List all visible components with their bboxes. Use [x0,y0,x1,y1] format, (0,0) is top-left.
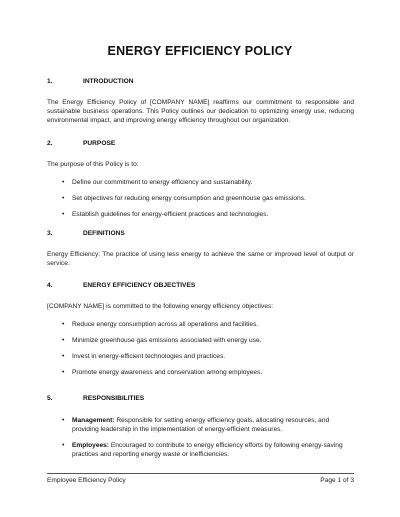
purpose-lead: The purpose of this Policy is to: [47,161,139,168]
list-item [62,352,354,361]
section-title: PURPOSE [83,140,116,147]
bullet-icon: • [62,211,65,218]
list-item-text: Reduce energy consumption across all operations and facilities. [72,321,259,328]
section-heading-introduction [47,78,134,85]
list-item [62,210,354,219]
bullet-icon: • [62,442,65,449]
list-item-text [72,416,354,434]
list-item [62,320,354,329]
bullet-icon: • [62,195,65,202]
list-item [62,416,354,434]
section-title: RESPONSIBILITIES [83,395,145,402]
section-title: ENERGY EFFICIENCY OBJECTIVES [83,282,196,289]
list-item-text: Define our commitment to energy efficiency and sustainability. [72,179,253,186]
footer-document-name: Employee Efficiency Policy [47,477,126,484]
footer-divider [47,473,354,474]
list-item-text: Establish guidelines for energy-efficient practices and technologies. [72,211,269,218]
bullet-icon: • [62,179,65,186]
list-item [62,441,354,459]
objectives-lead: [COMPANY NAME] is committed to the following energy efficiency objectives: [47,303,274,310]
section-title: DEFINITIONS [83,230,125,237]
section-heading-objectives [47,282,195,289]
list-item-text: Minimize greenhouse gas emissions associated with energy use. [72,337,262,344]
section-number: 1. [47,78,53,85]
list-item-text: Promote energy awareness and conservation among employees. [72,369,263,376]
list-item-text [72,441,354,459]
definition-paragraph: Energy Efficiency: The practice of using less energy to achieve the same or improved level of output or service. [47,251,354,267]
bullet-icon: • [62,417,65,424]
section-heading-responsibilities [47,395,144,402]
section-number: 4. [47,282,53,289]
responsibility-term: Employees: [72,442,110,449]
responsibility-description: Responsible for setting energy efficiency goals, allocating resources, and providing leadership in the implementation of energy-efficient measures. [72,417,330,433]
section-heading-purpose [47,140,115,147]
bullet-icon: • [62,353,65,360]
bullet-icon: • [62,321,65,328]
footer-page-number: Page 1 of 3 [320,477,354,484]
bullet-icon: • [62,337,65,344]
document-title: ENERGY EFFICIENCY POLICY [107,44,293,58]
list-item-text: Set objectives for reducing energy consumption and greenhouse gas emissions. [72,195,306,202]
list-item-text: Invest in energy-efficient technologies and practices. [72,353,226,360]
list-item [62,336,354,345]
bullet-icon: • [62,369,65,376]
list-item [62,194,354,203]
list-item [62,368,354,377]
section-heading-definitions [47,230,125,237]
list-item [62,178,354,187]
section-number: 5. [47,395,53,402]
section-number: 3. [47,230,53,237]
responsibility-term: Management: [72,417,115,424]
introduction-paragraph: The Energy Efficiency Policy of [COMPANY NAME] reaffirms our commitment to responsible and sustainable business operations. This Policy outlines our dedication to optimizing energy use, reducing environmental impact, and improving energy efficiency throughout our organization. [47,99,354,124]
responsibility-description: Encouraged to contribute to energy efficiency efforts by following energy-saving practices and reporting energy waste or inefficiencies. [72,442,343,458]
section-number: 2. [47,140,53,147]
section-title: INTRODUCTION [83,78,134,85]
